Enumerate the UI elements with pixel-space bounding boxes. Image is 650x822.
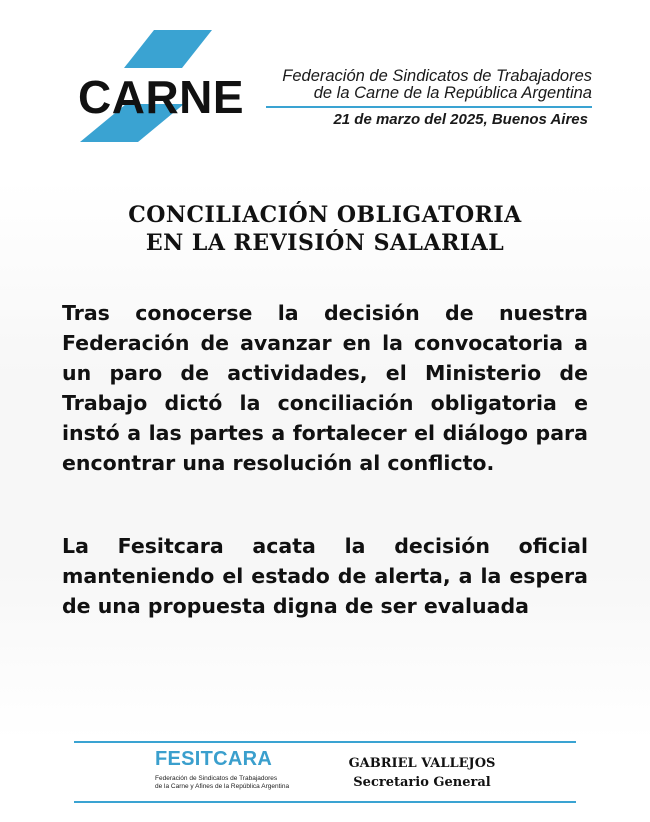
title-line1: CONCILIACIÓN OBLIGATORIA bbox=[128, 202, 522, 228]
footer-divider-top bbox=[74, 741, 576, 743]
org-name-line1: Federación de Sindicatos de Trabajadores bbox=[282, 67, 592, 85]
header-divider bbox=[266, 106, 592, 108]
signer-role: Secretario General bbox=[353, 775, 491, 790]
title-line2: EN LA REVISIÓN SALARIAL bbox=[145, 230, 505, 256]
footer-org-sub-line1: Federación de Sindicatos de Trabajadores bbox=[155, 775, 278, 782]
footer-org-subtitle bbox=[155, 775, 295, 791]
footer-org-name: FESITCARA bbox=[155, 748, 273, 770]
document-title bbox=[0, 201, 650, 257]
footer-org-sub-line2: de la Carne y Afines de la República Argentina bbox=[155, 783, 290, 790]
signer-name: GABRIEL VALLEJOS bbox=[348, 756, 496, 771]
body-paragraph-1: Tras conocerse la decisión de nuestra Federación de avanzar en la convocatoria a un paro de actividades, el Ministerio de Trabajo dictó la conciliación obligatoria e instó a las partes a fortalecer el diálogo para encontrar una resolución al conflicto. bbox=[62, 301, 588, 475]
body-paragraph-2: La Fesitcara acata la decisión oficial manteniendo el estado de alerta, a la espera de una propuesta digna de ser evaluada bbox=[62, 534, 588, 618]
carne-logo bbox=[76, 30, 245, 142]
logo-text: CARNE bbox=[78, 71, 245, 123]
signature-block bbox=[322, 754, 522, 792]
footer-divider-bottom bbox=[74, 801, 576, 803]
org-name-line2: de la Carne de la República Argentina bbox=[313, 84, 592, 102]
org-name bbox=[282, 68, 592, 102]
date-location: 21 de marzo del 2025, Buenos Aires bbox=[333, 111, 588, 128]
